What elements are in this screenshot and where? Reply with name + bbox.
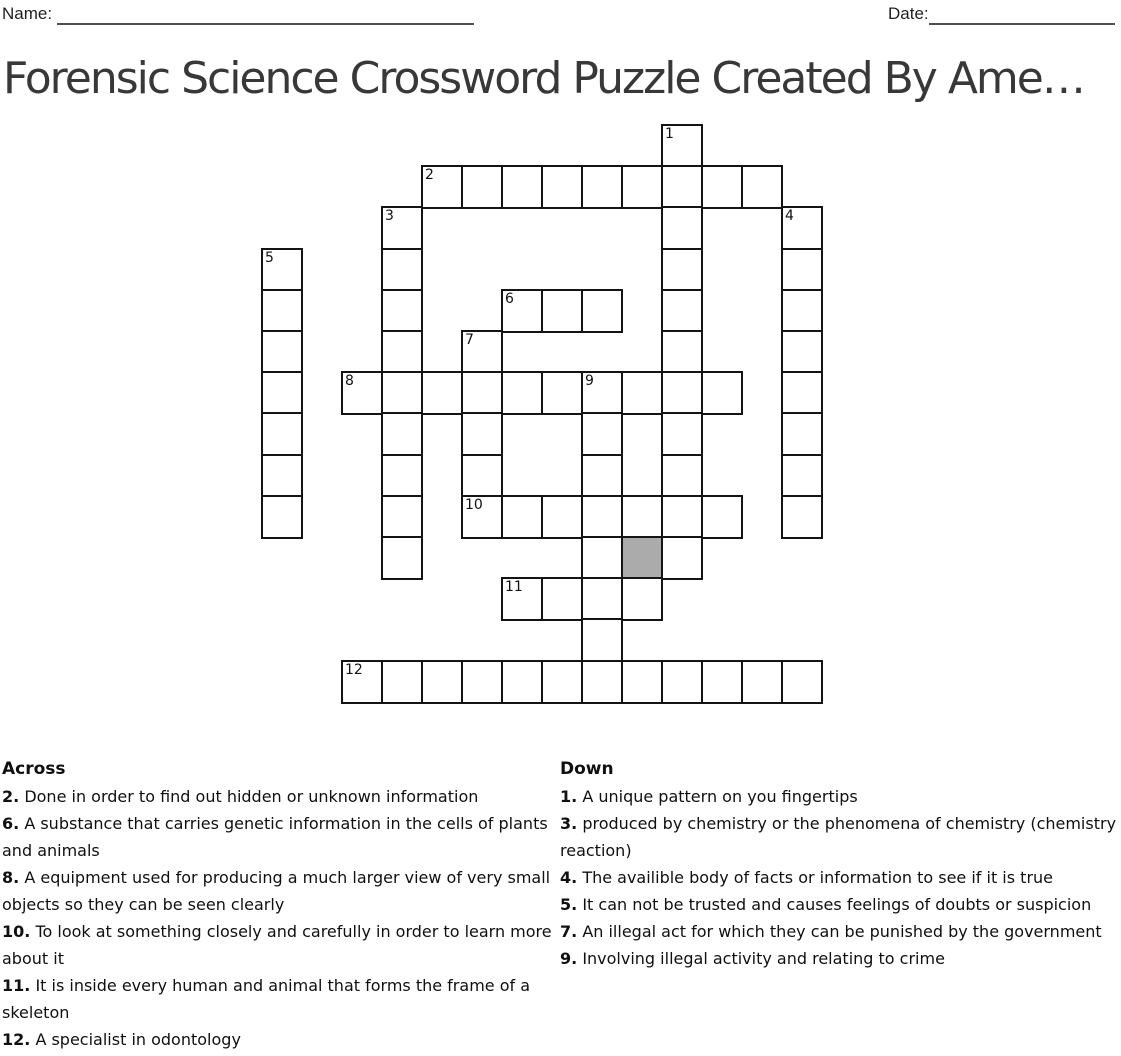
clue-text: A unique pattern on you fingertips	[582, 787, 858, 806]
clue-text: A equipment used for producing a much larger view of very small objects so they can be seen clearly	[2, 868, 551, 914]
grid-cell[interactable]	[701, 165, 743, 209]
clue-text: An illegal act for which they can be punished by the government	[582, 922, 1102, 941]
clue-number: 2.	[2, 787, 20, 806]
grid-cell[interactable]	[381, 330, 423, 374]
grid-cell[interactable]	[661, 371, 703, 415]
grid-cell[interactable]	[381, 660, 423, 704]
down-clues-section	[560, 756, 1119, 972]
across-clue-list	[2, 783, 559, 1053]
grid-cell[interactable]	[461, 495, 503, 539]
grid-cell[interactable]	[381, 206, 423, 250]
clue-item	[2, 918, 559, 972]
grid-cell[interactable]	[621, 577, 663, 621]
grid-cell[interactable]	[581, 165, 623, 209]
grid-cell[interactable]	[661, 248, 703, 292]
grid-cell[interactable]	[581, 371, 623, 415]
grid-cell[interactable]	[501, 289, 543, 333]
grid-cell[interactable]	[741, 660, 783, 704]
grid-cell[interactable]	[781, 454, 823, 498]
grid-cell[interactable]	[261, 248, 303, 292]
clue-text: Done in order to find out hidden or unknown information	[24, 787, 479, 806]
down-clue-list	[560, 783, 1119, 972]
cell-number: 2	[425, 167, 434, 183]
cell-number: 5	[265, 250, 274, 266]
cell-number: 3	[385, 208, 394, 224]
clue-item	[2, 1026, 559, 1053]
grid-cell[interactable]	[661, 495, 703, 539]
grid-cell[interactable]	[781, 206, 823, 250]
date-label: Date:	[888, 4, 929, 23]
grid-cell[interactable]	[461, 330, 503, 374]
grid-cell[interactable]	[581, 660, 623, 704]
grid-cell[interactable]	[501, 371, 543, 415]
clue-text: It can not be trusted and causes feelings of doubts or suspicion	[582, 895, 1092, 914]
grid-cell[interactable]	[381, 248, 423, 292]
grid-cell[interactable]	[341, 371, 383, 415]
clue-item	[560, 945, 1119, 972]
grid-cell[interactable]	[621, 165, 663, 209]
grid-cell[interactable]	[541, 371, 583, 415]
clue-text: It is inside every human and animal that forms the frame of a skeleton	[2, 976, 531, 1022]
grid-cell[interactable]	[621, 660, 663, 704]
grid-cell[interactable]	[581, 454, 623, 498]
cell-number: 12	[345, 662, 363, 678]
clue-item	[2, 972, 559, 1026]
clue-number: 7.	[560, 922, 578, 941]
clue-item	[560, 810, 1119, 864]
grid-cell[interactable]	[261, 371, 303, 415]
grid-cell[interactable]	[581, 577, 623, 621]
clue-item	[560, 864, 1119, 891]
grid-cell[interactable]	[501, 660, 543, 704]
grid-cell[interactable]	[781, 660, 823, 704]
clue-number: 1.	[560, 787, 578, 806]
clue-text: To look at something closely and carefully in order to learn more about it	[2, 922, 552, 968]
clue-number: 10.	[2, 922, 31, 941]
grid-cell[interactable]	[461, 371, 503, 415]
clue-number: 3.	[560, 814, 578, 833]
grid-cell[interactable]	[701, 495, 743, 539]
date-blank-line	[929, 3, 1115, 25]
grid-cell[interactable]	[661, 165, 703, 209]
grid-cell[interactable]	[781, 412, 823, 456]
grid-cell[interactable]	[701, 660, 743, 704]
clue-number: 8.	[2, 868, 20, 887]
grid-cell[interactable]	[381, 289, 423, 333]
grid-cell[interactable]	[261, 289, 303, 333]
clue-text: Involving illegal activity and relating to crime	[582, 949, 945, 968]
grid-cell[interactable]	[661, 660, 703, 704]
clue-number: 6.	[2, 814, 20, 833]
grid-cell[interactable]	[581, 618, 623, 662]
grid-cell[interactable]	[461, 412, 503, 456]
grid-cell[interactable]	[381, 412, 423, 456]
grid-cell[interactable]	[581, 289, 623, 333]
grid-cell[interactable]	[461, 660, 503, 704]
grid-cell[interactable]	[781, 289, 823, 333]
clue-number: 12.	[2, 1030, 31, 1049]
grid-cell[interactable]	[421, 660, 463, 704]
grid-cell[interactable]	[381, 454, 423, 498]
clue-item	[2, 810, 559, 864]
cell-number: 11	[505, 579, 523, 595]
grid-cell[interactable]	[661, 289, 703, 333]
grid-cell[interactable]	[461, 165, 503, 209]
clue-text: A specialist in odontology	[35, 1030, 241, 1049]
name-blank-line	[57, 3, 474, 25]
grid-cell[interactable]	[501, 495, 543, 539]
clue-item	[560, 918, 1119, 945]
cell-number: 4	[785, 208, 794, 224]
clue-item	[560, 891, 1119, 918]
grid-cell[interactable]	[781, 371, 823, 415]
name-label: Name:	[2, 4, 53, 23]
cell-number: 7	[465, 332, 474, 348]
cell-number: 1	[665, 126, 674, 142]
grid-cell[interactable]	[661, 206, 703, 250]
grid-cell[interactable]	[541, 577, 583, 621]
grid-cell[interactable]	[701, 371, 743, 415]
grid-cell[interactable]	[341, 660, 383, 704]
grid-cell[interactable]	[621, 371, 663, 415]
grid-cell[interactable]	[261, 412, 303, 456]
grid-cell[interactable]	[661, 124, 703, 168]
clue-number: 9.	[560, 949, 578, 968]
clue-number: 11.	[2, 976, 31, 995]
cell-number: 10	[465, 497, 483, 513]
page-title: Forensic Science Crossword Puzzle Created By Ame…	[3, 53, 1084, 104]
cell-number: 6	[505, 291, 514, 307]
down-heading: Down	[560, 759, 614, 779]
cell-number: 9	[585, 373, 594, 389]
grid-cell[interactable]	[261, 495, 303, 539]
across-clues-section	[2, 756, 559, 1053]
grid-cell[interactable]	[781, 248, 823, 292]
cell-number: 8	[345, 373, 354, 389]
grid-cell[interactable]	[541, 165, 583, 209]
grid-cell[interactable]	[261, 454, 303, 498]
clue-number: 5.	[560, 895, 578, 914]
grid-cell[interactable]	[661, 412, 703, 456]
grid-cell[interactable]	[781, 330, 823, 374]
grid-cell[interactable]	[621, 495, 663, 539]
grid-cell[interactable]	[661, 330, 703, 374]
grid-cell[interactable]	[581, 495, 623, 539]
grid-cell[interactable]	[541, 495, 583, 539]
grid-cell[interactable]	[541, 289, 583, 333]
grid-cell[interactable]	[421, 165, 463, 209]
clue-item	[2, 864, 559, 918]
clue-text: The availible body of facts or information to see if it is true	[582, 868, 1054, 887]
grid-cell[interactable]	[461, 454, 503, 498]
grid-cell[interactable]	[381, 495, 423, 539]
grid-cell[interactable]	[421, 371, 463, 415]
clue-item	[560, 783, 1119, 810]
grid-cell[interactable]	[541, 660, 583, 704]
grid-cell[interactable]	[741, 165, 783, 209]
grid-cell[interactable]	[781, 495, 823, 539]
grid-cell[interactable]	[381, 536, 423, 580]
grid-cell[interactable]	[581, 412, 623, 456]
blocked-cell	[621, 536, 663, 580]
grid-cell[interactable]	[661, 454, 703, 498]
clue-number: 4.	[560, 868, 578, 887]
grid-cell[interactable]	[581, 536, 623, 580]
grid-cell[interactable]	[501, 577, 543, 621]
clue-text: produced by chemistry or the phenomena of chemistry (chemistry reaction)	[560, 814, 1117, 860]
clue-item	[2, 783, 559, 810]
grid-cell[interactable]	[501, 165, 543, 209]
grid-cell[interactable]	[661, 536, 703, 580]
grid-cell[interactable]	[381, 371, 423, 415]
grid-cell[interactable]	[261, 330, 303, 374]
clue-text: A substance that carries genetic information in the cells of plants and animals	[2, 814, 548, 860]
across-heading: Across	[2, 759, 66, 779]
